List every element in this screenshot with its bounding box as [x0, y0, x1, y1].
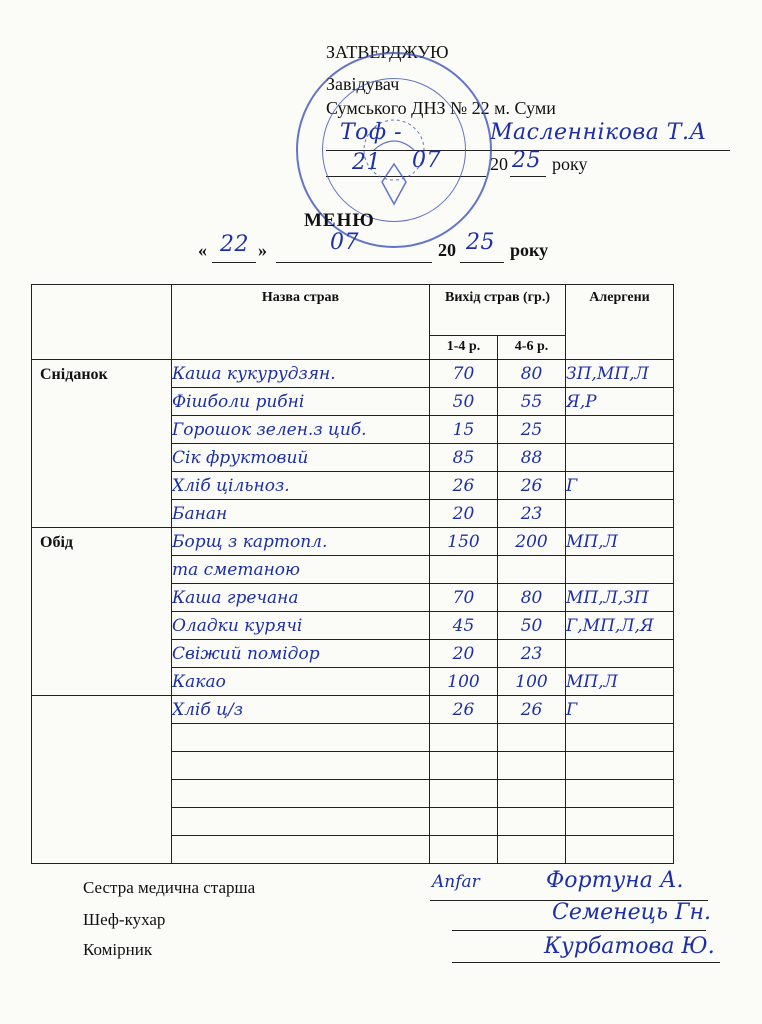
- menu-open-quote: «: [198, 240, 207, 260]
- allergens: МП,Л: [566, 528, 674, 556]
- allergens: [566, 808, 674, 836]
- portion-4-6: 50: [498, 612, 566, 640]
- allergens: [566, 500, 674, 528]
- menu-year-word: року: [510, 240, 549, 260]
- portion-1-4: 70: [430, 584, 498, 612]
- role-storekeeper: Комірник: [83, 940, 153, 959]
- allergens: Г,МП,Л,Я: [566, 612, 674, 640]
- portion-1-4: 50: [430, 388, 498, 416]
- chef-name: Семенець Гн.: [552, 900, 711, 925]
- portion-1-4: 15: [430, 416, 498, 444]
- storekeeper-name: Курбатова Ю.: [544, 934, 715, 959]
- menu-year-prefix: 20: [438, 240, 456, 260]
- portion-1-4: 20: [430, 500, 498, 528]
- header-age-1-4: 1-4 р.: [430, 336, 498, 360]
- allergens: Г: [566, 696, 674, 724]
- menu-year-suffix: 25: [466, 230, 495, 255]
- dish-name: Хліб ц/з: [172, 696, 430, 724]
- portion-4-6: 80: [498, 360, 566, 388]
- director-signature: Тоф -: [340, 120, 403, 145]
- dish-name: Оладки курячі: [172, 612, 430, 640]
- header-output: Вихід страв (гр.): [430, 285, 566, 336]
- portion-4-6: 25: [498, 416, 566, 444]
- allergens: [566, 724, 674, 752]
- header-allergens: Алергени: [566, 285, 674, 360]
- dish-name: Хліб цільноз.: [172, 472, 430, 500]
- dish-name: [172, 808, 430, 836]
- dish-name: Горошок зелен.з циб.: [172, 416, 430, 444]
- allergens: [566, 640, 674, 668]
- approval-heading: ЗАТВЕРДЖУЮ: [326, 42, 449, 62]
- portion-1-4: [430, 556, 498, 584]
- portion-4-6: 55: [498, 388, 566, 416]
- portion-1-4: 85: [430, 444, 498, 472]
- allergens: Я,Р: [566, 388, 674, 416]
- dish-name: Каша гречана: [172, 584, 430, 612]
- dish-name: [172, 752, 430, 780]
- portion-4-6: [498, 808, 566, 836]
- dish-name: [172, 836, 430, 864]
- dish-name: Свіжий помідор: [172, 640, 430, 668]
- allergens: ЗП,МП,Л: [566, 360, 674, 388]
- menu-month: 07: [330, 230, 359, 255]
- menu-day: 22: [220, 232, 249, 257]
- allergens: [566, 780, 674, 808]
- nurse-name: Фортуна А.: [546, 868, 684, 893]
- dish-name: Сік фруктовий: [172, 444, 430, 472]
- portion-1-4: 100: [430, 668, 498, 696]
- portion-4-6: 26: [498, 696, 566, 724]
- portion-4-6: 200: [498, 528, 566, 556]
- approval-year-suffix: 25: [512, 148, 541, 173]
- header-age-4-6: 4-6 р.: [498, 336, 566, 360]
- nurse-signature: Anfar: [432, 872, 480, 892]
- portion-1-4: 150: [430, 528, 498, 556]
- allergens: [566, 836, 674, 864]
- portion-4-6: 80: [498, 584, 566, 612]
- portion-4-6: [498, 780, 566, 808]
- portion-1-4: [430, 752, 498, 780]
- allergens: МП,Л,ЗП: [566, 584, 674, 612]
- portion-4-6: [498, 556, 566, 584]
- dish-name: Фішболи рибні: [172, 388, 430, 416]
- allergens: [566, 444, 674, 472]
- portion-1-4: [430, 836, 498, 864]
- allergens: МП,Л: [566, 668, 674, 696]
- approval-year-word: року: [552, 154, 588, 174]
- portion-4-6: 88: [498, 444, 566, 472]
- menu-table: [31, 284, 674, 864]
- role-nurse: Сестра медична старша: [83, 878, 256, 897]
- portion-4-6: 23: [498, 500, 566, 528]
- portion-4-6: 26: [498, 472, 566, 500]
- allergens: [566, 752, 674, 780]
- dish-name: Какао: [172, 668, 430, 696]
- portion-1-4: 26: [430, 472, 498, 500]
- portion-1-4: 45: [430, 612, 498, 640]
- portion-4-6: [498, 724, 566, 752]
- portion-1-4: 70: [430, 360, 498, 388]
- menu-close-quote: »: [258, 240, 267, 260]
- approval-month: 07: [412, 148, 441, 173]
- meal-name: Обід: [32, 528, 172, 696]
- portion-4-6: 23: [498, 640, 566, 668]
- meal-name: Сніданок: [32, 360, 172, 528]
- allergens: [566, 416, 674, 444]
- dish-name: [172, 780, 430, 808]
- approval-day: 21: [352, 150, 381, 175]
- dish-name: та сметаною: [172, 556, 430, 584]
- table-row: [32, 528, 674, 556]
- allergens: [566, 556, 674, 584]
- header-dish: Назва страв: [172, 285, 430, 360]
- portion-1-4: [430, 780, 498, 808]
- approval-year-prefix: 20: [490, 154, 508, 174]
- portion-1-4: [430, 724, 498, 752]
- header-meal-blank: [32, 285, 172, 360]
- portion-4-6: [498, 836, 566, 864]
- director-name: Масленнікова Т.А: [490, 120, 707, 145]
- dish-name: Борщ з картопл.: [172, 528, 430, 556]
- table-row: [32, 696, 674, 724]
- portion-1-4: 26: [430, 696, 498, 724]
- meal-name: [32, 696, 172, 864]
- portion-1-4: [430, 808, 498, 836]
- portion-4-6: 100: [498, 668, 566, 696]
- dish-name: Банан: [172, 500, 430, 528]
- table-row: [32, 360, 674, 388]
- approval-institution: Сумського ДНЗ № 22 м. Суми: [326, 98, 556, 118]
- allergens: Г: [566, 472, 674, 500]
- menu-title: МЕНЮ: [304, 210, 375, 231]
- portion-4-6: [498, 752, 566, 780]
- dish-name: Каша кукурудзян.: [172, 360, 430, 388]
- role-chef: Шеф-кухар: [83, 910, 166, 929]
- dish-name: [172, 724, 430, 752]
- approval-position: Завідувач: [326, 74, 400, 94]
- portion-1-4: 20: [430, 640, 498, 668]
